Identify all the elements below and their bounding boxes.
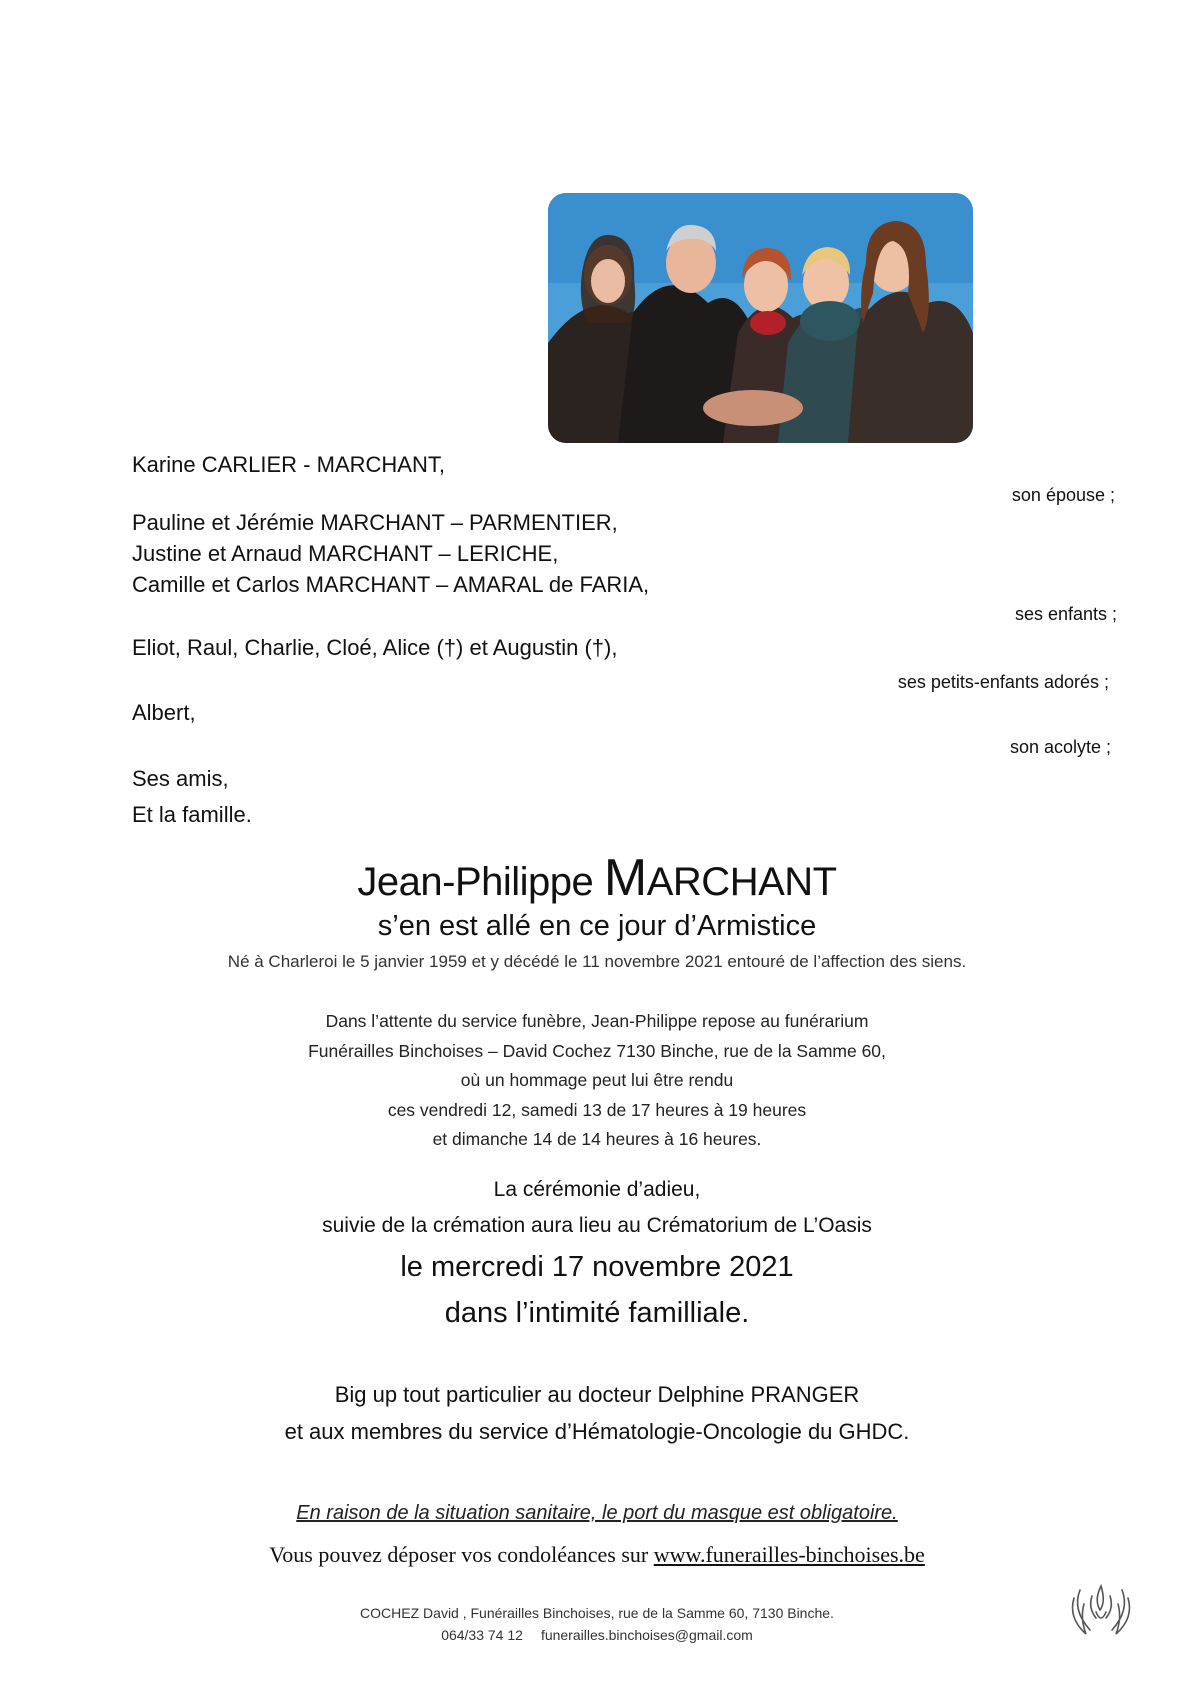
thanks-block — [0, 1376, 1194, 1450]
ceremony-date: le mercredi 17 novembre 2021 — [400, 1251, 794, 1283]
deceased-first-names: Jean-Philippe — [357, 860, 604, 904]
visitation-line: où un hommage peut lui être rendu — [460, 1070, 734, 1090]
visitation-line: et dimanche 14 de 14 heures à 16 heures. — [432, 1129, 762, 1149]
condolences-text: Vous pouvez déposer vos condoléances sur — [269, 1542, 654, 1567]
ceremony-block — [0, 1172, 1194, 1336]
acolyte-relation: son acolyte ; — [1009, 737, 1111, 757]
child-line: Justine et Arnaud MARCHANT – LERICHE, — [132, 541, 559, 566]
child-line: Pauline et Jérémie MARCHANT – PARMENTIER, — [132, 510, 618, 535]
grandchildren-line: Eliot, Raul, Charlie, Cloé, Alice (†) et Augustin (†), — [132, 635, 618, 660]
visitation-line: Dans l’attente du service funèbre, Jean-Philippe repose au funérarium — [325, 1011, 869, 1031]
condolences-link[interactable]: www.funerailles-binchoises.be — [653, 1542, 925, 1567]
family-line: Et la famille. — [132, 802, 252, 827]
footer — [0, 1602, 1194, 1646]
acolyte-name: Albert, — [132, 700, 196, 725]
ceremony-line: La cérémonie d’adieu, — [493, 1178, 701, 1201]
thanks-line: Big up tout particulier au docteur Delphine PRANGER — [334, 1382, 860, 1407]
spouse-name: Karine CARLIER - MARCHANT, — [132, 452, 445, 477]
footer-address: COCHEZ David , Funérailles Binchoises, rue de la Samme 60, 7130 Binche. — [360, 1605, 834, 1621]
subtitle: s’en est allé en ce jour d’Armistice — [377, 910, 817, 942]
birth-death-line: Né à Charleroi le 5 janvier 1959 et y décédé le 11 novembre 2021 entouré de l’affection des siens. — [227, 952, 967, 971]
deceased-name — [0, 848, 1194, 908]
surname-rest: ARCHANT — [646, 860, 837, 904]
family-photo — [548, 193, 973, 443]
visitation-line: ces vendredi 12, samedi 13 de 17 heures à 19 heures — [387, 1099, 807, 1120]
children-list — [132, 507, 649, 600]
grandchildren-relation: ses petits-enfants adorés ; — [897, 672, 1109, 692]
ceremony-location: suivie de la crémation aura lieu au Crématorium de L’Oasis — [322, 1214, 872, 1237]
visitation-block — [0, 1007, 1194, 1155]
footer-phone: 064/33 74 12 — [441, 1627, 523, 1643]
visitation-line: Funérailles Binchoises – David Cochez 7130 Binche, rue de la Samme 60, — [308, 1040, 886, 1061]
ceremony-privacy: dans l’intimité familliale. — [444, 1297, 750, 1329]
friends-line: Ses amis, — [132, 766, 229, 791]
thanks-line: et aux membres du service d’Hématologie-Oncologie du GHDC. — [284, 1419, 910, 1444]
spouse-relation: son épouse ; — [1011, 485, 1115, 505]
flame-hands-logo-icon — [1066, 1578, 1136, 1640]
sanitary-notice: En raison de la situation sanitaire, le port du masque est obligatoire. — [296, 1502, 898, 1524]
surname-initial: M — [603, 849, 647, 907]
footer-email[interactable]: funerailles.binchoises@gmail.com — [540, 1627, 753, 1643]
child-line: Camille et Carlos MARCHANT – AMARAL de FARIA, — [132, 572, 650, 597]
condolences-line — [0, 1542, 1194, 1568]
children-relation: ses enfants ; — [1014, 604, 1117, 624]
